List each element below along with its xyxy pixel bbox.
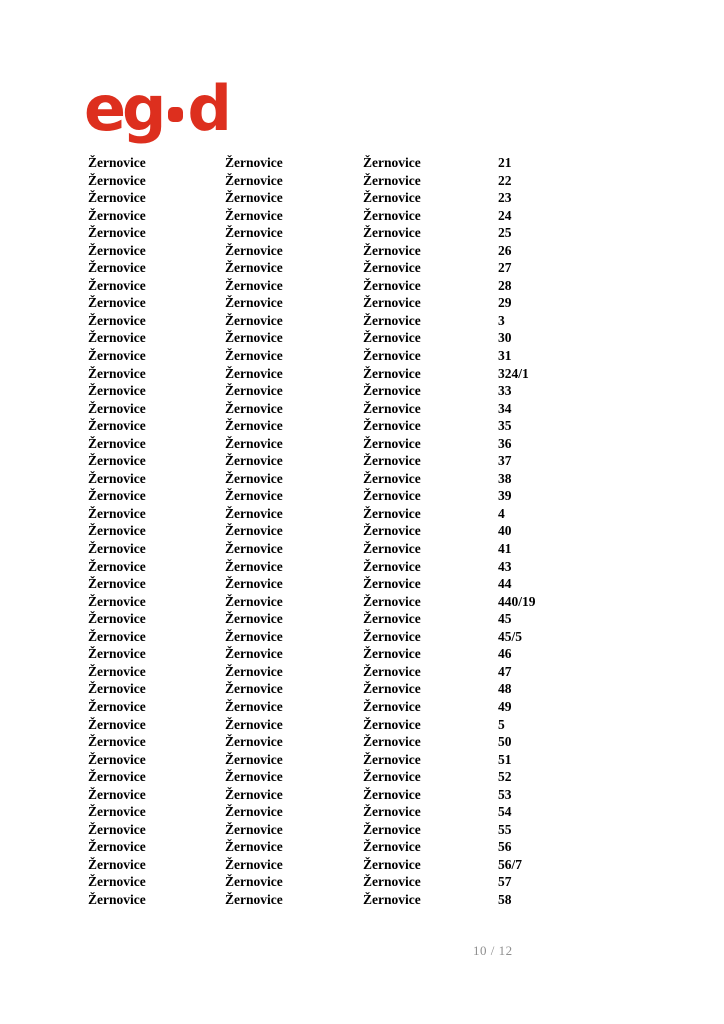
cell-locality: Žernovice [225,628,283,644]
logo-text-left: eg [84,72,163,145]
cell-locality: Žernovice [88,505,146,521]
cell-locality: Žernovice [225,348,283,364]
cell-locality: Žernovice [88,646,146,662]
cell-locality: Žernovice [88,365,146,381]
cell-locality: Žernovice [363,541,421,557]
table-row [88,558,648,576]
cell-locality: Žernovice [363,207,421,223]
cell-locality: Žernovice [225,470,283,486]
table-row [88,505,648,523]
table-row [88,452,648,470]
cell-locality: Žernovice [363,505,421,521]
cell-locality: Žernovice [363,348,421,364]
cell-locality: Žernovice [225,435,283,451]
cell-parcel-number: 41 [498,541,512,557]
cell-locality: Žernovice [225,312,283,328]
cell-parcel-number: 46 [498,646,512,662]
cell-parcel-number: 54 [498,804,512,820]
cell-locality: Žernovice [225,786,283,802]
cell-locality: Žernovice [363,856,421,872]
logo-text-right: d [187,72,228,145]
cell-parcel-number: 23 [498,190,512,206]
cell-locality: Žernovice [225,453,283,469]
cell-parcel-number: 44 [498,576,512,592]
cell-locality: Žernovice [88,225,146,241]
cell-parcel-number: 34 [498,400,512,416]
cell-parcel-number: 35 [498,418,512,434]
table-row [88,786,648,804]
table-row [88,698,648,716]
cell-locality: Žernovice [225,400,283,416]
cell-locality: Žernovice [225,769,283,785]
cell-locality: Žernovice [88,716,146,732]
cell-parcel-number: 36 [498,435,512,451]
cell-parcel-number: 3 [498,312,505,328]
cell-locality: Žernovice [363,330,421,346]
table-row [88,838,648,856]
cell-locality: Žernovice [225,646,283,662]
cell-locality: Žernovice [88,874,146,890]
cell-locality: Žernovice [363,576,421,592]
cell-locality: Žernovice [363,558,421,574]
cell-locality: Žernovice [363,435,421,451]
cell-locality: Žernovice [88,734,146,750]
cell-locality: Žernovice [88,751,146,767]
cell-locality: Žernovice [363,646,421,662]
cell-parcel-number: 50 [498,734,512,750]
cell-locality: Žernovice [363,383,421,399]
table-row [88,803,648,821]
cell-locality: Žernovice [363,663,421,679]
cell-locality: Žernovice [363,611,421,627]
cell-locality: Žernovice [88,242,146,258]
cell-locality: Žernovice [225,541,283,557]
cell-parcel-number: 57 [498,874,512,890]
cell-locality: Žernovice [225,365,283,381]
cell-locality: Žernovice [225,576,283,592]
cell-locality: Žernovice [363,225,421,241]
cell-parcel-number: 48 [498,681,512,697]
cell-locality: Žernovice [88,260,146,276]
cell-parcel-number: 37 [498,453,512,469]
cell-locality: Žernovice [88,628,146,644]
table-row [88,435,648,453]
table-row [88,417,648,435]
cell-locality: Žernovice [363,365,421,381]
parcel-table [88,154,648,909]
table-row [88,172,648,190]
cell-locality: Žernovice [88,821,146,837]
cell-locality: Žernovice [225,874,283,890]
cell-locality: Žernovice [225,418,283,434]
table-row [88,891,648,909]
table-row [88,259,648,277]
cell-locality: Žernovice [363,242,421,258]
cell-parcel-number: 26 [498,242,512,258]
cell-locality: Žernovice [363,400,421,416]
page-number: 10 / 12 [473,943,513,958]
cell-locality: Žernovice [363,523,421,539]
table-row [88,663,648,681]
cell-locality: Žernovice [363,891,421,907]
cell-locality: Žernovice [225,330,283,346]
cell-locality: Žernovice [225,681,283,697]
table-row [88,610,648,628]
cell-parcel-number: 440/19 [498,593,536,609]
table-row [88,873,648,891]
cell-parcel-number: 324/1 [498,365,529,381]
cell-parcel-number: 28 [498,277,512,293]
cell-locality: Žernovice [225,839,283,855]
cell-locality: Žernovice [225,611,283,627]
table-row [88,207,648,225]
table-row [88,347,648,365]
egd-logo [84,72,228,145]
cell-locality: Žernovice [363,418,421,434]
cell-locality: Žernovice [88,383,146,399]
cell-locality: Žernovice [225,295,283,311]
cell-locality: Žernovice [225,277,283,293]
table-row [88,645,648,663]
table-row [88,365,648,383]
table-row [88,277,648,295]
cell-parcel-number: 45/5 [498,628,523,644]
table-row [88,751,648,769]
cell-parcel-number: 47 [498,663,512,679]
table-row [88,400,648,418]
cell-locality: Žernovice [225,734,283,750]
cell-parcel-number: 56 [498,839,512,855]
table-row [88,154,648,172]
table-row [88,470,648,488]
table-row [88,856,648,874]
cell-locality: Žernovice [363,681,421,697]
cell-locality: Žernovice [88,769,146,785]
cell-parcel-number: 49 [498,698,512,714]
cell-parcel-number: 52 [498,769,512,785]
cell-parcel-number: 55 [498,821,512,837]
cell-locality: Žernovice [225,523,283,539]
cell-parcel-number: 27 [498,260,512,276]
cell-locality: Žernovice [363,453,421,469]
cell-locality: Žernovice [88,348,146,364]
cell-locality: Žernovice [88,558,146,574]
cell-locality: Žernovice [88,312,146,328]
table-row [88,224,648,242]
cell-parcel-number: 30 [498,330,512,346]
logo-dot-icon [168,107,183,122]
cell-locality: Žernovice [88,453,146,469]
cell-locality: Žernovice [88,470,146,486]
cell-locality: Žernovice [88,295,146,311]
cell-locality: Žernovice [88,418,146,434]
cell-locality: Žernovice [225,505,283,521]
cell-parcel-number: 39 [498,488,512,504]
cell-locality: Žernovice [363,874,421,890]
cell-locality: Žernovice [225,260,283,276]
table-row [88,329,648,347]
cell-locality: Žernovice [225,172,283,188]
table-row [88,716,648,734]
table-row [88,540,648,558]
cell-locality: Žernovice [88,277,146,293]
cell-parcel-number: 38 [498,470,512,486]
cell-locality: Žernovice [88,330,146,346]
cell-parcel-number: 22 [498,172,512,188]
cell-locality: Žernovice [363,277,421,293]
table-row [88,382,648,400]
cell-locality: Žernovice [225,716,283,732]
cell-locality: Žernovice [225,663,283,679]
cell-parcel-number: 51 [498,751,512,767]
cell-locality: Žernovice [363,470,421,486]
cell-parcel-number: 45 [498,611,512,627]
cell-locality: Žernovice [88,698,146,714]
table-row [88,312,648,330]
table-row [88,821,648,839]
cell-parcel-number: 31 [498,348,512,364]
cell-locality: Žernovice [225,593,283,609]
cell-parcel-number: 43 [498,558,512,574]
cell-parcel-number: 5 [498,716,505,732]
table-row [88,242,648,260]
cell-parcel-number: 4 [498,505,505,521]
table-row [88,522,648,540]
cell-locality: Žernovice [225,383,283,399]
table-row [88,680,648,698]
cell-locality: Žernovice [363,751,421,767]
cell-locality: Žernovice [225,856,283,872]
cell-locality: Žernovice [363,716,421,732]
cell-locality: Žernovice [363,260,421,276]
cell-parcel-number: 33 [498,383,512,399]
cell-locality: Žernovice [363,190,421,206]
cell-locality: Žernovice [363,698,421,714]
cell-locality: Žernovice [88,681,146,697]
cell-locality: Žernovice [88,891,146,907]
cell-locality: Žernovice [363,734,421,750]
cell-locality: Žernovice [225,698,283,714]
cell-locality: Žernovice [363,593,421,609]
table-row [88,628,648,646]
cell-parcel-number: 53 [498,786,512,802]
cell-locality: Žernovice [88,523,146,539]
cell-locality: Žernovice [88,593,146,609]
cell-locality: Žernovice [88,435,146,451]
cell-parcel-number: 21 [498,155,512,170]
cell-locality: Žernovice [88,172,146,188]
cell-locality: Žernovice [88,663,146,679]
cell-locality: Žernovice [88,541,146,557]
cell-locality: Žernovice [363,295,421,311]
cell-locality: Žernovice [88,190,146,206]
cell-locality: Žernovice [88,839,146,855]
cell-locality: Žernovice [363,155,421,170]
cell-locality: Žernovice [225,558,283,574]
cell-parcel-number: 58 [498,891,512,907]
cell-locality: Žernovice [225,155,283,170]
cell-parcel-number: 25 [498,225,512,241]
cell-locality: Žernovice [88,611,146,627]
cell-locality: Žernovice [225,225,283,241]
cell-locality: Žernovice [225,804,283,820]
cell-locality: Žernovice [225,821,283,837]
cell-locality: Žernovice [88,207,146,223]
table-row [88,575,648,593]
cell-locality: Žernovice [363,628,421,644]
cell-locality: Žernovice [88,576,146,592]
cell-locality: Žernovice [363,786,421,802]
table-row [88,189,648,207]
cell-parcel-number: 29 [498,295,512,311]
cell-locality: Žernovice [88,786,146,802]
cell-locality: Žernovice [225,751,283,767]
cell-locality: Žernovice [363,821,421,837]
cell-parcel-number: 40 [498,523,512,539]
cell-locality: Žernovice [88,856,146,872]
cell-locality: Žernovice [88,400,146,416]
cell-locality: Žernovice [88,488,146,504]
cell-locality: Žernovice [363,172,421,188]
cell-locality: Žernovice [225,207,283,223]
table-row [88,294,648,312]
cell-locality: Žernovice [225,891,283,907]
cell-locality: Žernovice [88,155,146,170]
cell-locality: Žernovice [363,769,421,785]
cell-locality: Žernovice [363,312,421,328]
cell-locality: Žernovice [225,242,283,258]
cell-locality: Žernovice [225,190,283,206]
table-row [88,733,648,751]
table-row [88,593,648,611]
table-row [88,487,648,505]
cell-parcel-number: 56/7 [498,856,523,872]
cell-locality: Žernovice [363,839,421,855]
cell-locality: Žernovice [363,488,421,504]
cell-locality: Žernovice [225,488,283,504]
cell-locality: Žernovice [88,804,146,820]
cell-locality: Žernovice [363,804,421,820]
table-row [88,768,648,786]
cell-parcel-number: 24 [498,207,512,223]
